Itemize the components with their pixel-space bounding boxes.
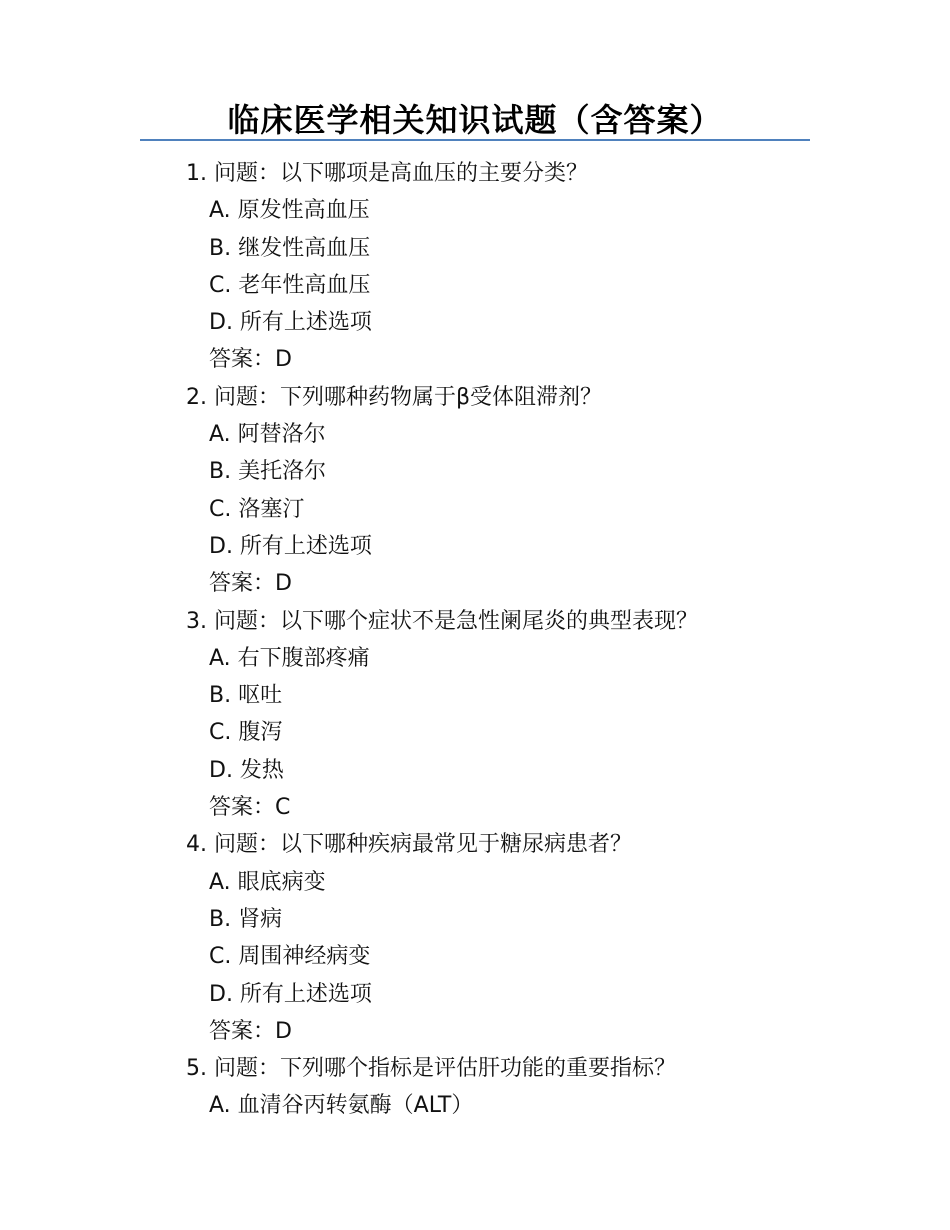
option-c: C. 腹泻 <box>209 720 283 746</box>
answer-text: 答案：D <box>209 347 292 373</box>
option-a: A. 右下腹部疼痛 <box>209 645 370 671</box>
question-text: 2. 问题：下列哪种药物属于β受体阻滞剂？ <box>186 384 603 410</box>
answer-text: 答案：D <box>209 1018 292 1044</box>
option-c: C. 老年性高血压 <box>209 272 371 298</box>
option-d: D. 所有上述选项 <box>209 981 372 1007</box>
document-title: 临床医学相关知识试题（含答案） <box>227 101 723 139</box>
title-underline <box>140 139 810 141</box>
option-c: C. 洛塞汀 <box>209 496 305 522</box>
option-d: D. 所有上述选项 <box>209 533 372 559</box>
option-c: C. 周围神经病变 <box>209 944 371 970</box>
option-b: B. 肾病 <box>209 906 283 932</box>
option-b: B. 美托洛尔 <box>209 459 327 485</box>
question-list <box>0 155 950 1125</box>
option-a: A. 阿替洛尔 <box>209 422 326 448</box>
question-text: 3. 问题：以下哪个症状不是急性阑尾炎的典型表现？ <box>186 608 698 634</box>
question-text: 1. 问题：以下哪项是高血压的主要分类？ <box>186 161 588 186</box>
answer-text: 答案：C <box>209 795 291 821</box>
option-d: D. 所有上述选项 <box>209 310 372 336</box>
option-a: A. 原发性高血压 <box>209 198 370 224</box>
option-b: B. 继发性高血压 <box>209 235 371 261</box>
option-a: A. 血清谷丙转氨酶（ALT） <box>209 1093 474 1119</box>
answer-text: 答案：D <box>209 571 292 597</box>
question-text: 5. 问题：下列哪个指标是评估肝功能的重要指标？ <box>186 1056 676 1082</box>
question-text: 4. 问题：以下哪种疾病最常见于糖尿病患者？ <box>186 832 632 858</box>
option-a: A. 眼底病变 <box>209 869 326 895</box>
option-d: D. 发热 <box>209 757 284 783</box>
option-b: B. 呕吐 <box>209 683 283 709</box>
